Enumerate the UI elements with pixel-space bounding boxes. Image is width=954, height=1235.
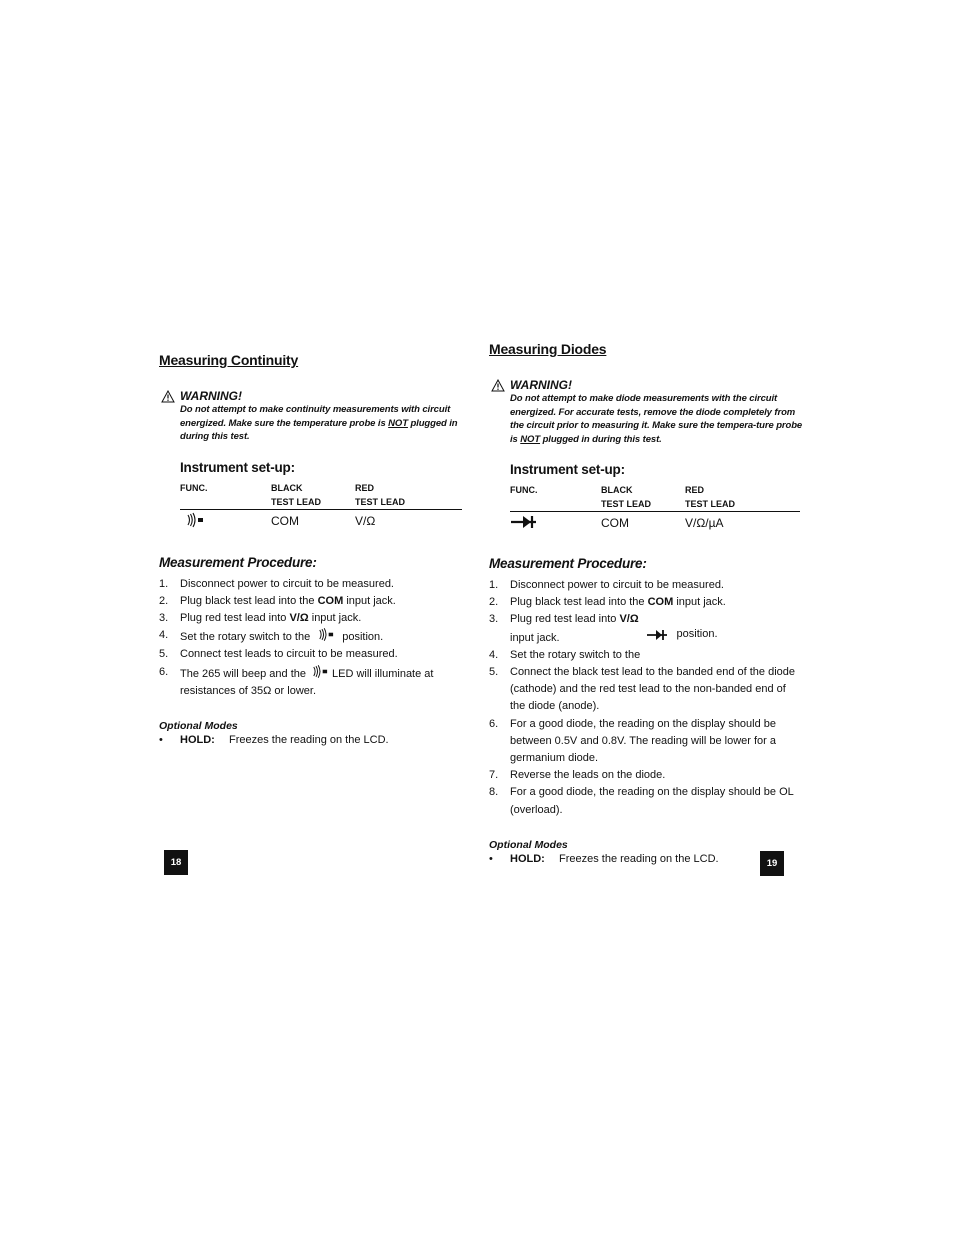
- warning-block: [489, 378, 804, 446]
- warning-title: WARNING!: [510, 378, 572, 392]
- optional-modes-title: Optional Modes: [159, 719, 238, 732]
- warning-text: Do not attempt to make diode measurements with the circuit energized. For accurate tests, remove the diode completely from the circuit prior to measuring it. Make sure the tempera-ture probe is NOT plugged in during this test.: [510, 393, 803, 445]
- page-number-left: 18: [164, 850, 188, 875]
- list-item: 8. For a good diode, the reading on the display should be OL (overload).: [489, 786, 794, 816]
- list-item: 5. Connect the black test lead to the banded end of the diode (cathode) and the red test lead to the non-banded end of the diode (anode).: [489, 666, 795, 713]
- red-lead-cell: V/Ω: [355, 513, 376, 528]
- setup-table-row: [510, 512, 800, 532]
- left-page: [159, 352, 474, 749]
- warning-text: Do not attempt to make continuity measurements with circuit energized. Make sure the temperature probe is NOT plugged in during this test.: [180, 404, 458, 442]
- red-lead-cell: V/Ω/µA: [685, 516, 724, 530]
- list-item: 2. Plug black test lead into the COM input jack.: [159, 594, 396, 607]
- section-title-diodes: Measuring Diodes: [489, 341, 607, 357]
- warning-triangle-icon: [161, 390, 175, 403]
- black-lead-cell: COM: [271, 513, 299, 528]
- optional-mode-hold: • HOLD: Freezes the reading on the LCD.: [159, 733, 389, 746]
- list-item: 5. Connect test leads to circuit to be measured.: [159, 648, 398, 661]
- warning-title: WARNING!: [180, 389, 242, 403]
- section-title-continuity: Measuring Continuity: [159, 352, 299, 368]
- setup-table-header: [180, 481, 462, 510]
- list-item: 4. Set the rotary switch to the position.: [159, 629, 384, 644]
- list-item: 4. Set the rotary switch to the: [489, 648, 641, 661]
- list-item: 1. Disconnect power to circuit to be measured.: [489, 579, 724, 591]
- list-item: 1. Disconnect power to circuit to be measured.: [159, 577, 394, 590]
- func-header: FUNC.: [180, 482, 208, 493]
- warning-block: [159, 389, 474, 444]
- red-lead-header: RED TEST LEAD: [685, 485, 736, 509]
- continuity-icon: [312, 664, 328, 679]
- setup-title: Instrument set-up:: [510, 462, 625, 477]
- list-item: 2. Plug black test lead into the COM input jack.: [489, 596, 726, 609]
- right-page: [489, 341, 804, 868]
- procedure-title: Measurement Procedure:: [159, 554, 317, 570]
- diode-icon: [646, 629, 668, 641]
- list-item: 7. Reverse the leads on the diode.: [489, 769, 666, 782]
- diode-icon: [510, 514, 538, 530]
- procedure-steps: [159, 576, 474, 700]
- black-lead-header: BLACK TEST LEAD: [601, 485, 652, 509]
- func-header: FUNC.: [510, 485, 538, 495]
- setup-table-row: [180, 510, 462, 531]
- continuity-icon: [186, 512, 204, 528]
- procedure-steps: [489, 577, 804, 819]
- procedure-title: Measurement Procedure:: [489, 556, 647, 571]
- warning-triangle-icon: [491, 379, 505, 392]
- black-lead-header: BLACK TEST LEAD: [271, 482, 322, 507]
- setup-table-header: [510, 483, 800, 512]
- instrument-setup: [180, 460, 462, 531]
- optional-mode-hold: • HOLD: Freezes the reading on the LCD.: [489, 852, 719, 865]
- setup-title: Instrument set-up:: [180, 459, 295, 475]
- red-lead-header: RED TEST LEAD: [355, 482, 406, 507]
- list-item: 3. Plug red test lead into V/Ω input jack. position.: [489, 613, 718, 644]
- optional-modes-title: Optional Modes: [489, 838, 568, 851]
- instrument-setup: [510, 462, 800, 532]
- continuity-icon: [318, 627, 334, 642]
- list-item: 3. Plug red test lead into V/Ω input jack.: [159, 611, 362, 624]
- func-cell: [510, 514, 601, 532]
- list-item: 6. For a good diode, the reading on the display should be between 0.5V and 0.8V. The reading will be lower for a germanium diode.: [489, 717, 777, 765]
- page-number-right: 19: [760, 851, 784, 876]
- list-item: 6. The 265 will beep and the LED will illuminate at resistances of 35Ω or lower.: [159, 665, 434, 697]
- black-lead-cell: COM: [601, 516, 629, 530]
- func-cell: [180, 512, 271, 531]
